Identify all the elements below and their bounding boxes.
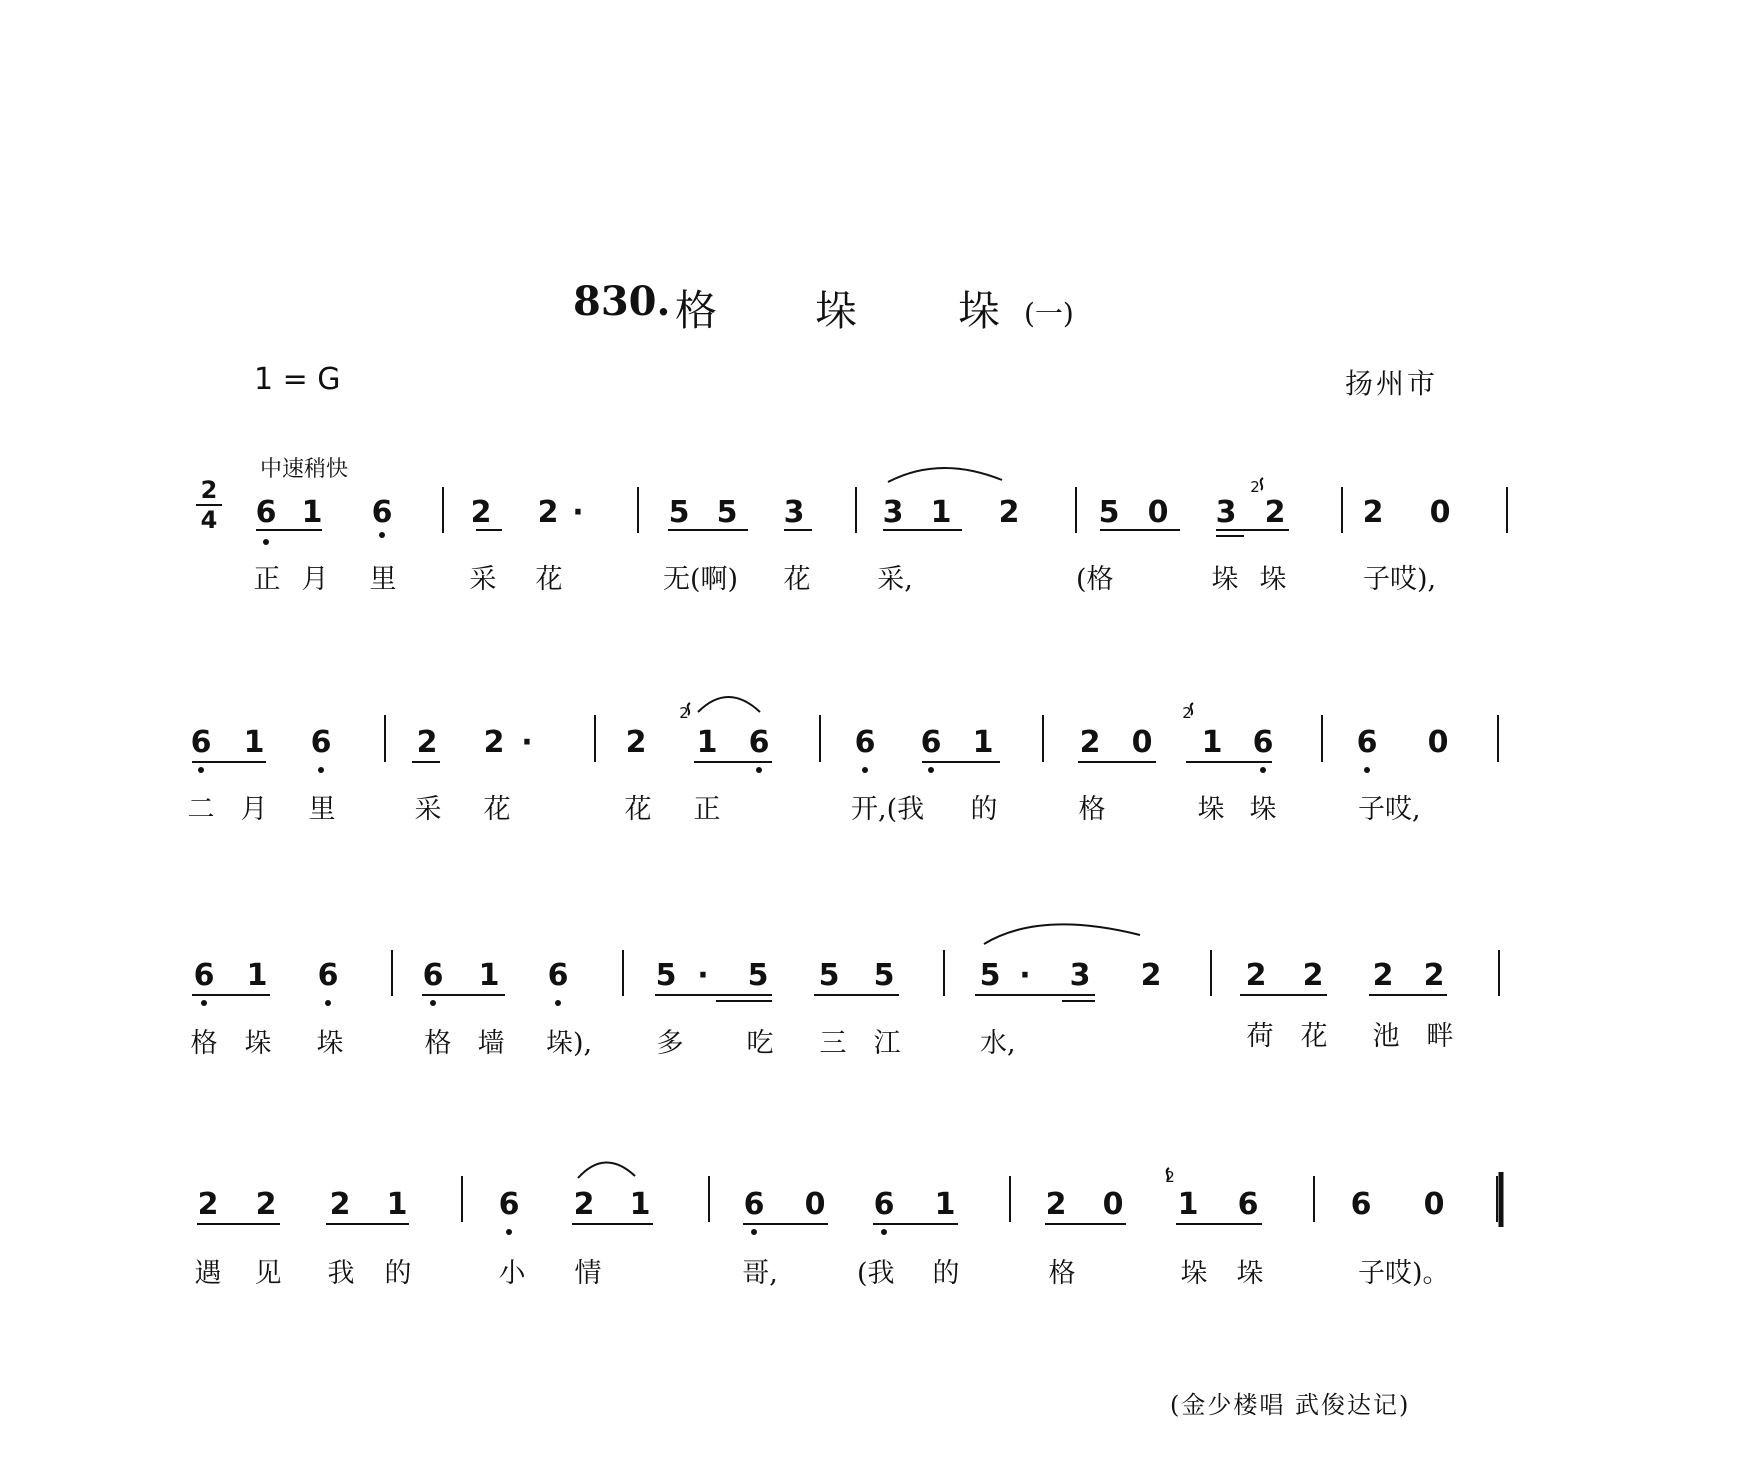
note: 2 bbox=[1264, 495, 1286, 530]
title-char-3: 垛 bbox=[958, 286, 1001, 335]
note: 2 bbox=[625, 725, 647, 760]
note: 6 bbox=[748, 725, 770, 760]
note: 6 bbox=[255, 495, 277, 530]
title-char-1: 格 bbox=[675, 286, 718, 335]
grace-note: 2 bbox=[1182, 704, 1192, 722]
lyric: 垛 bbox=[1211, 564, 1239, 595]
lyric: 垛 bbox=[316, 1028, 344, 1059]
lyric: 水, bbox=[980, 1028, 1016, 1059]
lyric: 子哎), bbox=[1363, 564, 1437, 595]
note: 3 bbox=[1069, 958, 1091, 993]
note: 1 bbox=[1201, 725, 1223, 760]
lyric: 三 bbox=[819, 1028, 847, 1059]
note: 3 bbox=[1215, 495, 1237, 530]
note: 2 bbox=[1045, 1187, 1067, 1222]
note: 2 bbox=[573, 1187, 595, 1222]
note: 2 bbox=[470, 495, 492, 530]
note: 1 bbox=[301, 495, 323, 530]
lyric: 见 bbox=[254, 1258, 282, 1289]
lyric: 哥, bbox=[742, 1258, 778, 1289]
note: 5 bbox=[818, 958, 840, 993]
note: 0 bbox=[1131, 725, 1153, 760]
lyric: 池 bbox=[1372, 1021, 1400, 1052]
augmentation-dot: · bbox=[521, 725, 533, 760]
note: 6 bbox=[371, 495, 393, 530]
lyric: 采 bbox=[469, 564, 497, 595]
note: 6 bbox=[317, 958, 339, 993]
region-label: 扬州市 bbox=[1345, 367, 1439, 400]
note: 6 bbox=[873, 1187, 895, 1222]
note: 6 bbox=[920, 725, 942, 760]
note: 2 bbox=[197, 1187, 219, 1222]
note: 1 bbox=[629, 1187, 651, 1222]
lyric: 吃 bbox=[746, 1028, 774, 1059]
lyric: 荷 bbox=[1246, 1021, 1274, 1052]
lyric: (我 bbox=[857, 1258, 895, 1289]
note: 1 bbox=[1177, 1187, 1199, 1222]
note: 6 bbox=[1237, 1187, 1259, 1222]
note: 5 bbox=[655, 958, 677, 993]
note: 1 bbox=[696, 725, 718, 760]
lyric: 格 bbox=[424, 1028, 452, 1059]
lyric: 的 bbox=[384, 1258, 412, 1289]
title-char-2: 垛 bbox=[815, 286, 858, 335]
credit-line: (金少楼唱 武俊达记) bbox=[1170, 1391, 1411, 1419]
lyric: 采, bbox=[877, 564, 913, 595]
grace-note: 2 bbox=[1250, 478, 1260, 496]
note: 2 bbox=[1423, 958, 1445, 993]
lyric: 里 bbox=[369, 564, 397, 595]
note: 2 bbox=[1079, 725, 1101, 760]
lyric: 的 bbox=[970, 794, 998, 825]
lyric: 正 bbox=[253, 564, 281, 595]
note: 1 bbox=[930, 495, 952, 530]
note: 6 bbox=[422, 958, 444, 993]
lyric: 月 bbox=[240, 794, 268, 825]
note: 5 bbox=[873, 958, 895, 993]
lyric: 的 bbox=[932, 1258, 960, 1289]
augmentation-dot: · bbox=[572, 495, 584, 530]
note: 6 bbox=[190, 725, 212, 760]
lyric: 垛 bbox=[1236, 1258, 1264, 1289]
note: 3 bbox=[882, 495, 904, 530]
lyric: 情 bbox=[574, 1258, 602, 1289]
lyric: 子哎, bbox=[1358, 794, 1421, 825]
note: 0 bbox=[804, 1187, 826, 1222]
note: 1 bbox=[243, 725, 265, 760]
lyric: 二 bbox=[187, 794, 215, 825]
lyric: 垛 bbox=[1180, 1258, 1208, 1289]
note: 5 bbox=[1098, 495, 1120, 530]
note: 2 bbox=[1302, 958, 1324, 993]
note: 2 bbox=[998, 495, 1020, 530]
note: 6 bbox=[547, 958, 569, 993]
note: 6 bbox=[193, 958, 215, 993]
note: 2 bbox=[1140, 958, 1162, 993]
time-signature-bottom: 4 bbox=[200, 506, 218, 534]
lyric: 开,(我 bbox=[851, 794, 925, 825]
lyric: 花 bbox=[1300, 1021, 1328, 1052]
note: 2 bbox=[483, 725, 505, 760]
lyric: 正 bbox=[693, 794, 721, 825]
note: 0 bbox=[1429, 495, 1451, 530]
note: 6 bbox=[310, 725, 332, 760]
lyric: 里 bbox=[308, 794, 336, 825]
note: 2 bbox=[255, 1187, 277, 1222]
augmentation-dot: · bbox=[697, 958, 709, 993]
note: 0 bbox=[1102, 1187, 1124, 1222]
note: 2 bbox=[1372, 958, 1394, 993]
grace-note: 2 bbox=[679, 704, 689, 722]
note: 0 bbox=[1147, 495, 1169, 530]
note: 1 bbox=[246, 958, 268, 993]
note: 6 bbox=[498, 1187, 520, 1222]
note: 6 bbox=[1252, 725, 1274, 760]
note: 1 bbox=[972, 725, 994, 760]
note: 2 bbox=[416, 725, 438, 760]
lyric: 花 bbox=[624, 794, 652, 825]
note: 3 bbox=[783, 495, 805, 530]
note: 1 bbox=[386, 1187, 408, 1222]
note: 1 bbox=[478, 958, 500, 993]
lyric: 采 bbox=[414, 794, 442, 825]
note: 6 bbox=[854, 725, 876, 760]
note: 6 bbox=[743, 1187, 765, 1222]
grace-note: 2 bbox=[1165, 1168, 1175, 1186]
lyric: 遇 bbox=[194, 1258, 222, 1289]
tempo-marking: 中速稍快 bbox=[260, 457, 349, 482]
row-2-lines bbox=[192, 697, 1498, 762]
note: 5 bbox=[668, 495, 690, 530]
lyric: 畔 bbox=[1426, 1021, 1454, 1052]
lyric: 垛 bbox=[1259, 564, 1287, 595]
note: 0 bbox=[1423, 1187, 1445, 1222]
lyric: 我 bbox=[327, 1258, 355, 1289]
title-subtitle: (一) bbox=[1024, 297, 1074, 330]
lyric: 垛), bbox=[546, 1028, 593, 1059]
lyric: 垛 bbox=[1249, 794, 1277, 825]
lyric: 无(啊) bbox=[663, 564, 739, 595]
lyric: 花 bbox=[535, 564, 563, 595]
lyric: 月 bbox=[301, 564, 329, 595]
lyric: 垛 bbox=[244, 1028, 272, 1059]
lyric: 格 bbox=[1078, 794, 1106, 825]
note: 5 bbox=[747, 958, 769, 993]
augmentation-dot: · bbox=[1019, 958, 1031, 993]
note: 0 bbox=[1427, 725, 1449, 760]
note: 6 bbox=[1350, 1187, 1372, 1222]
lyric: 小 bbox=[498, 1258, 526, 1289]
note: 5 bbox=[716, 495, 738, 530]
note: 2 bbox=[1245, 958, 1267, 993]
note: 6 bbox=[1356, 725, 1378, 760]
note: 1 bbox=[934, 1187, 956, 1222]
lyric: 花 bbox=[783, 564, 811, 595]
time-signature-top: 2 bbox=[200, 476, 218, 504]
lyric: 江 bbox=[873, 1028, 901, 1059]
lyric: 格 bbox=[190, 1028, 218, 1059]
lyric: 墙 bbox=[477, 1028, 505, 1059]
lyric: (格 bbox=[1076, 564, 1114, 595]
song-number: 830. bbox=[573, 278, 671, 325]
note: 2 bbox=[1362, 495, 1384, 530]
row-1-lines bbox=[256, 468, 1507, 536]
note: 5 bbox=[979, 958, 1001, 993]
key-signature: 1 = G bbox=[254, 362, 341, 397]
note: 2 bbox=[329, 1187, 351, 1222]
lyric: 格 bbox=[1048, 1258, 1076, 1289]
lyric: 花 bbox=[483, 794, 511, 825]
lyric: 多 bbox=[656, 1028, 684, 1059]
lyric: 垛 bbox=[1197, 794, 1225, 825]
lyric: 子哎)。 bbox=[1358, 1258, 1450, 1289]
note: 2 bbox=[537, 495, 559, 530]
